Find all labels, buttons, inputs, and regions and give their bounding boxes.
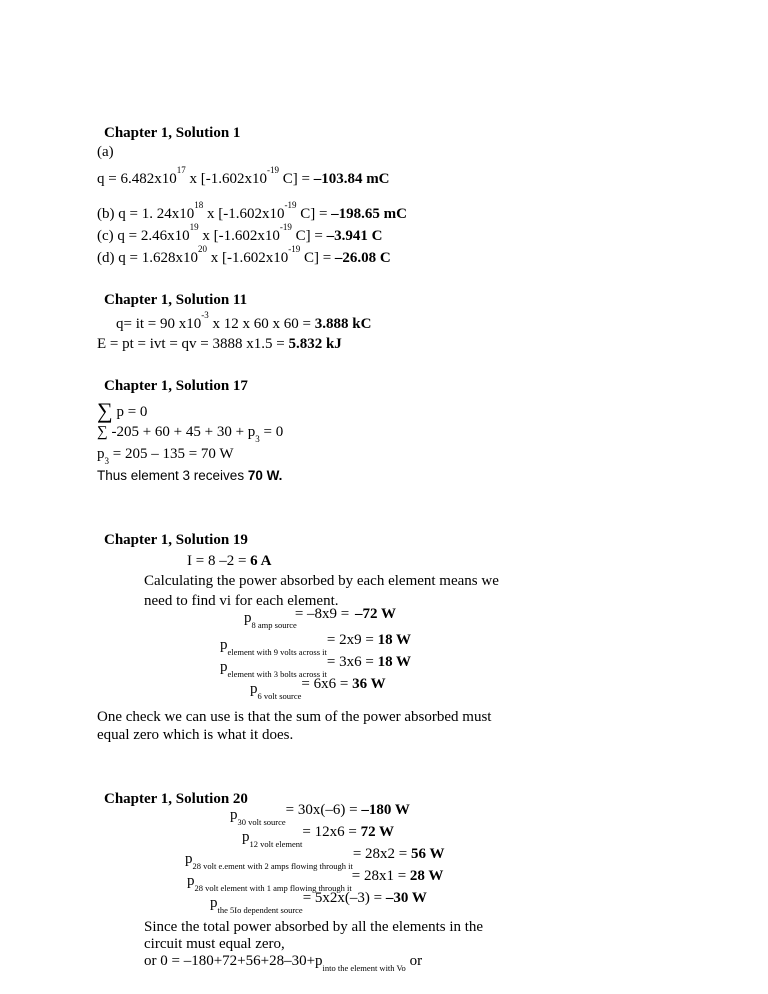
text-line: Calculating the power absorbed by each element means we xyxy=(144,573,499,589)
power-row: $p_{28 volt e.ement with 2 amps flowing through it}= 28x2 = 56$ W xyxy=(185,846,445,871)
power-row: $p_{element with 3 bolts across it}= 3x6 = 18$ W xyxy=(220,654,412,679)
text-line: need to find vi for each element. xyxy=(144,593,339,609)
power-row: $p_{28 volt element with 1 amp flowing through it}= 28x1 = 28$ W xyxy=(187,868,444,893)
section-title: Chapter 1, Solution 17 xyxy=(104,378,248,394)
text-line: One check we can use is that the sum of the power absorbed must xyxy=(97,709,492,725)
power-row: $p_{6 volt source}= 6x6 = 36$ W xyxy=(250,676,386,701)
equation-line: $q = 6.482x10^{17}$ x [$-1.602x10^{-19}$ C] = –103.84 mC xyxy=(97,165,390,187)
equation-line: E = pt = ivt = qv = 3888 x1.5 = 5.832 kJ xyxy=(97,336,342,352)
equation-line: (c) $q = 2.46x10^{19}$ x [$-1.602x10^{-19}$ C] = –3.941 C xyxy=(97,222,383,244)
equation-line: I = 8 –2 = 6 A xyxy=(187,553,272,569)
power-row: $p_{element with 9 volts across it}= 2x9 = 18$ W xyxy=(220,632,412,657)
equation-line: $p_3 = 205 - 135 = 70$ W xyxy=(97,446,234,466)
equation-line: (d) $q = 1.628x10^{20}$ x [$-1.602x10^{-19}$ C] = –26.08 C xyxy=(97,244,391,266)
equation-line: (b) q = 1. $24x10^{18}$ x [$-1.602x10^{-19}$ C] = –198.65 mC xyxy=(97,200,407,222)
power-row: $p_{30 volt source}= 30x(-6) = -180$ W xyxy=(230,802,410,827)
conclusion-line: Thus element 3 receives 70 W. xyxy=(97,468,283,483)
section-title: Chapter 1, Solution 20 xyxy=(104,791,248,807)
text-line: equal zero which is what it does. xyxy=(97,727,294,743)
equation-line: q= it = 90 $x10^{-3}$ x 12 x 60 x 60 = 3.888 kC xyxy=(116,310,372,332)
equation-line: ∑ $-205 + 60 + 45 + 30 + p_3 = 0$ xyxy=(97,424,284,444)
section-title: Chapter 1, Solution 11 xyxy=(104,292,248,308)
power-row: $p_{8 amp source}= -8x9 = -72$ W xyxy=(244,606,396,630)
text-line: Since the total power absorbed by all the elements in the xyxy=(144,919,484,935)
text-line: circuit must equal zero, xyxy=(144,936,285,952)
power-row: $p_{the 5Io dependent source}= 5x2x(-3) = -30$ W xyxy=(210,890,427,915)
power-row: $p_{12 volt element}= 12x6 = 72$ W xyxy=(242,824,395,849)
part-label: (a) xyxy=(97,144,114,160)
section-title: Chapter 1, Solution 1 xyxy=(104,125,241,141)
section-title: Chapter 1, Solution 19 xyxy=(104,532,248,548)
sigma-symbol: ∑ xyxy=(97,398,113,423)
equation-line: or $0 = -180+72+56+28-30+p_{into the element with Vo}$ or xyxy=(144,953,423,973)
equation-line: ∑ p = 0 xyxy=(97,398,148,423)
